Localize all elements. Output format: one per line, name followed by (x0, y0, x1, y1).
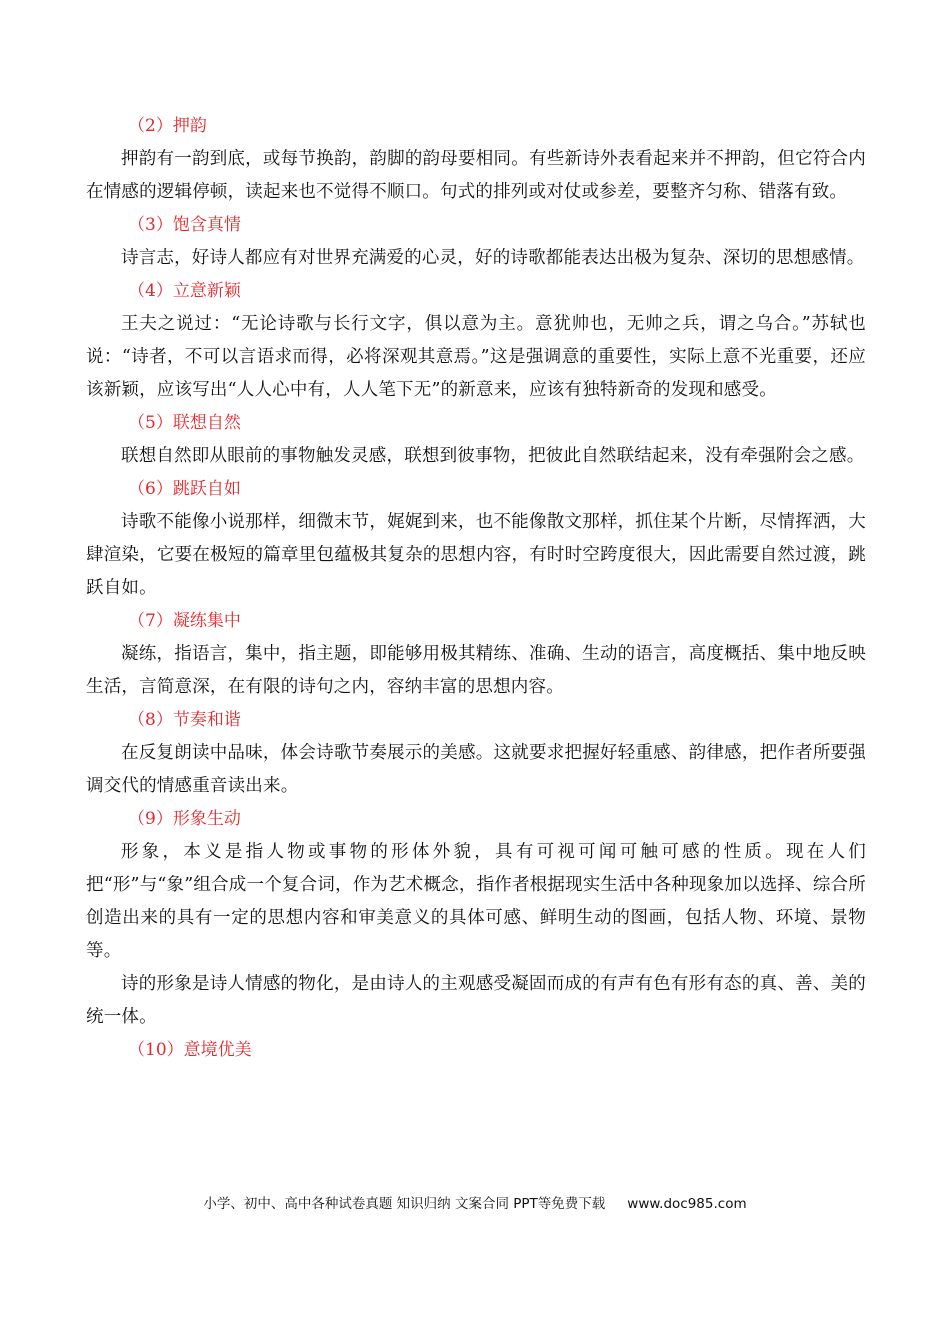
section-heading: （2）押韵 (128, 116, 207, 136)
section-3 (86, 209, 866, 275)
footer-url-link[interactable]: www.doc985.com (627, 1196, 747, 1212)
section-paragraph: 王夫之说过：“无论诗歌与长行文字，俱以意为主。意犹帅也，无帅之兵，谓之乌合。”苏轼也说：“诗者，不可以言语求而得，必将深观其意焉。”这是强调意的重要性，实际上意不光重要，还应该新颖，应该写出“人人心中有，人人笔下无”的新意来，应该有独特新奇的发现和感受。 (86, 314, 866, 400)
footer-text: 小学、初中、高中各种试卷真题 知识归纳 文案合同 PPT等免费下载 (203, 1196, 606, 1212)
section-8 (86, 704, 866, 803)
section-heading: （9）形象生动 (128, 809, 241, 829)
section-10 (86, 1034, 866, 1067)
section-7 (86, 605, 866, 704)
section-2 (86, 110, 866, 209)
section-paragraph: 诗歌不能像小说那样，细微末节，娓娓到来，也不能像散文那样，抓住某个片断，尽情挥洒，大肆渲染，它要在极短的篇章里包蕴极其复杂的思想内容，有时时空跨度很大，因此需要自然过渡，跳跃自如。 (86, 512, 866, 598)
section-4 (86, 275, 866, 407)
section-paragraph: 凝练，指语言，集中，指主题，即能够用极其精练、准确、生动的语言，高度概括、集中地反映生活，言简意深，在有限的诗句之内，容纳丰富的思想内容。 (86, 644, 866, 697)
section-heading: （3）饱含真情 (128, 215, 241, 235)
section-5 (86, 407, 866, 473)
section-heading: （6）跳跃自如 (128, 479, 241, 499)
section-paragraph: 诗言志，好诗人都应有对世界充满爱的心灵，好的诗歌都能表达出极为复杂、深切的思想感情。 (121, 248, 865, 268)
section-heading: （4）立意新颖 (128, 281, 241, 301)
section-heading: （10）意境优美 (128, 1040, 252, 1060)
section-paragraph: 联想自然即从眼前的事物触发灵感，联想到彼事物，把彼此自然联结起来，没有牵强附会之感。 (121, 446, 865, 466)
page-footer (0, 1192, 950, 1212)
section-6 (86, 473, 866, 605)
section-heading: （8）节奏和谐 (128, 710, 241, 730)
section-heading: （7）凝练集中 (128, 611, 241, 631)
section-paragraph: 押韵有一韵到底，或每节换韵，韵脚的韵母要相同。有些新诗外表看起来并不押韵，但它符合内在情感的逻辑停顿，读起来也不觉得不顺口。句式的排列或对仗或参差，要整齐匀称、错落有致。 (86, 149, 866, 202)
section-9 (86, 803, 866, 1034)
section-paragraph: 在反复朗读中品味，体会诗歌节奏展示的美感。这就要求把握好轻重感、韵律感，把作者所要强调交代的情感重音读出来。 (86, 743, 866, 796)
document-body (86, 110, 866, 1067)
section-paragraph: 诗的形象是诗人情感的物化，是由诗人的主观感受凝固而成的有声有色有形有态的真、善、美的统一体。 (86, 974, 866, 1027)
section-paragraph: 形象，本义是指人物或事物的形体外貌，具有可视可闻可触可感的性质。现在人们把“形”与“象”组合成一个复合词，作为艺术概念，指作者根据现实生活中各种现象加以选择、综合所创造出来的具有一定的思想内容和审美意义的具体可感、鲜明生动的图画，包括人物、环境、景物等。 (86, 842, 866, 961)
section-heading: （5）联想自然 (128, 413, 241, 433)
